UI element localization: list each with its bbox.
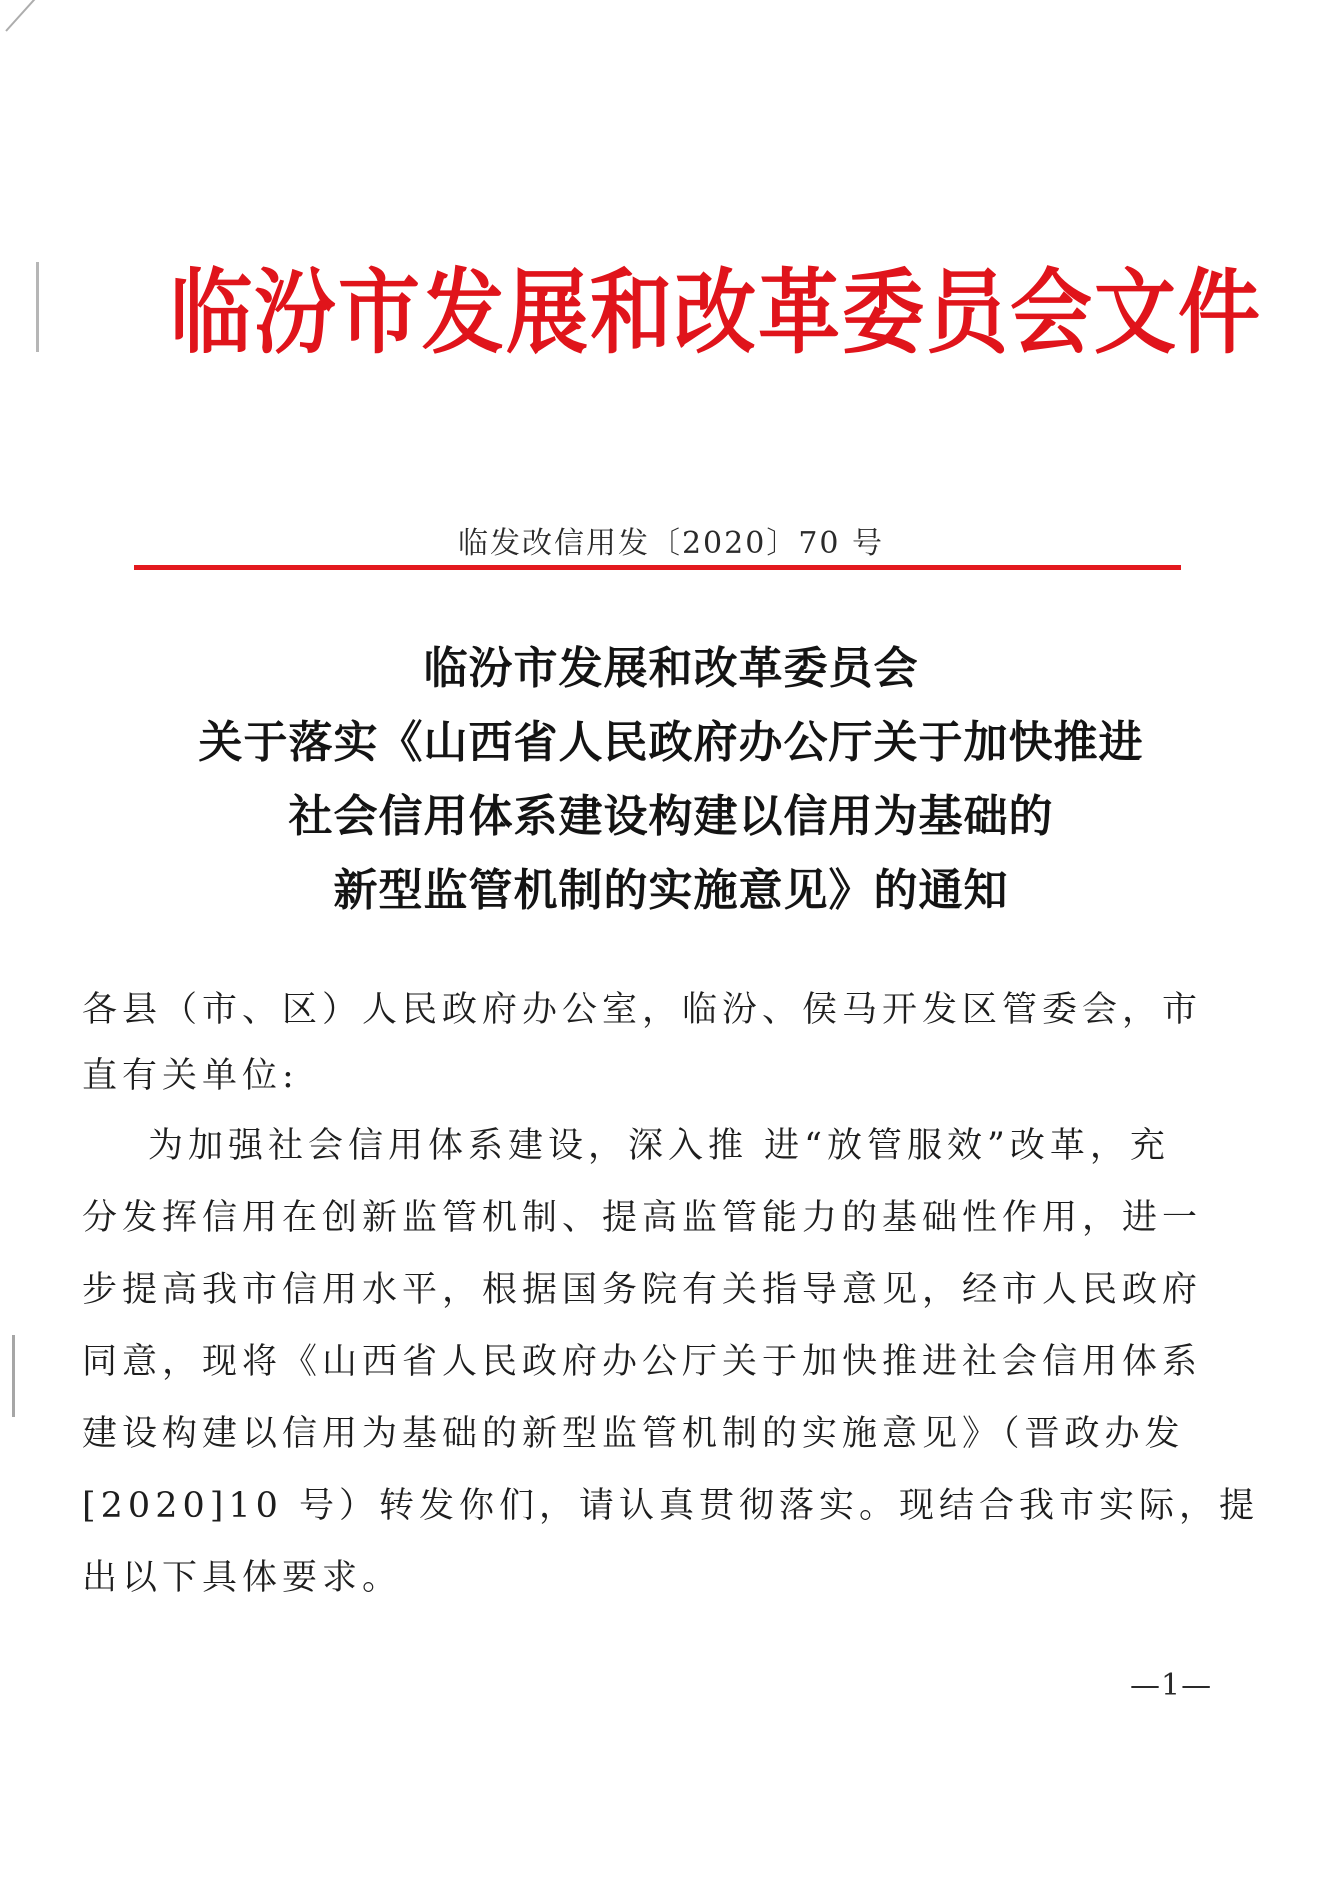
addressee-line-1: 各县（市、区）人民政府办公室，临汾、侯马开发区管委会，市 [82,990,1203,1030]
page-number: —1— [1130,1668,1213,1703]
paragraph-line-2: 分发挥信用在创新监管机制、提高监管能力的基础性作用，进一 [82,1198,1203,1238]
scan-mark-diagonal [5,0,47,32]
paragraph-line-6: [2020]10 号）转发你们，请认真贯彻落实。现结合我市实际，提 [82,1486,1260,1526]
paragraph-line-3: 步提高我市信用水平，根据国务院有关指导意见，经市人民政府 [82,1270,1203,1310]
title-line-1: 临汾市发展和改革委员会 [423,643,919,694]
red-separator-line [134,565,1181,570]
title-line-3: 社会信用体系建设构建以信用为基础的 [288,791,1054,842]
document-issuer-header: 临汾市发展和改革委员会文件 [170,259,1263,367]
paragraph-line-7: 出以下具体要求。 [82,1558,403,1598]
document-title [100,632,1242,928]
paragraph-line-4: 同意，现将《山西省人民政府办公厅关于加快推进社会信用体系 [82,1342,1203,1382]
paragraph-line-5: 建设构建以信用为基础的新型监管机制的实施意见》（晋政办发 [82,1414,1185,1454]
title-line-2: 关于落实《山西省人民政府办公厅关于加快推进 [198,717,1144,768]
paragraph-line-1: 为加强社会信用体系建设，深入推 进“放管服效”改革，充 [148,1126,1170,1166]
scan-mark-binding-top [36,262,39,352]
addressee-line-2: 直有关单位: [82,1056,299,1096]
document-number: 临发改信用发〔2020〕70 号 [457,526,885,561]
title-line-4: 新型监管机制的实施意见》的通知 [333,865,1009,916]
scan-mark-binding-bottom [12,1335,15,1417]
